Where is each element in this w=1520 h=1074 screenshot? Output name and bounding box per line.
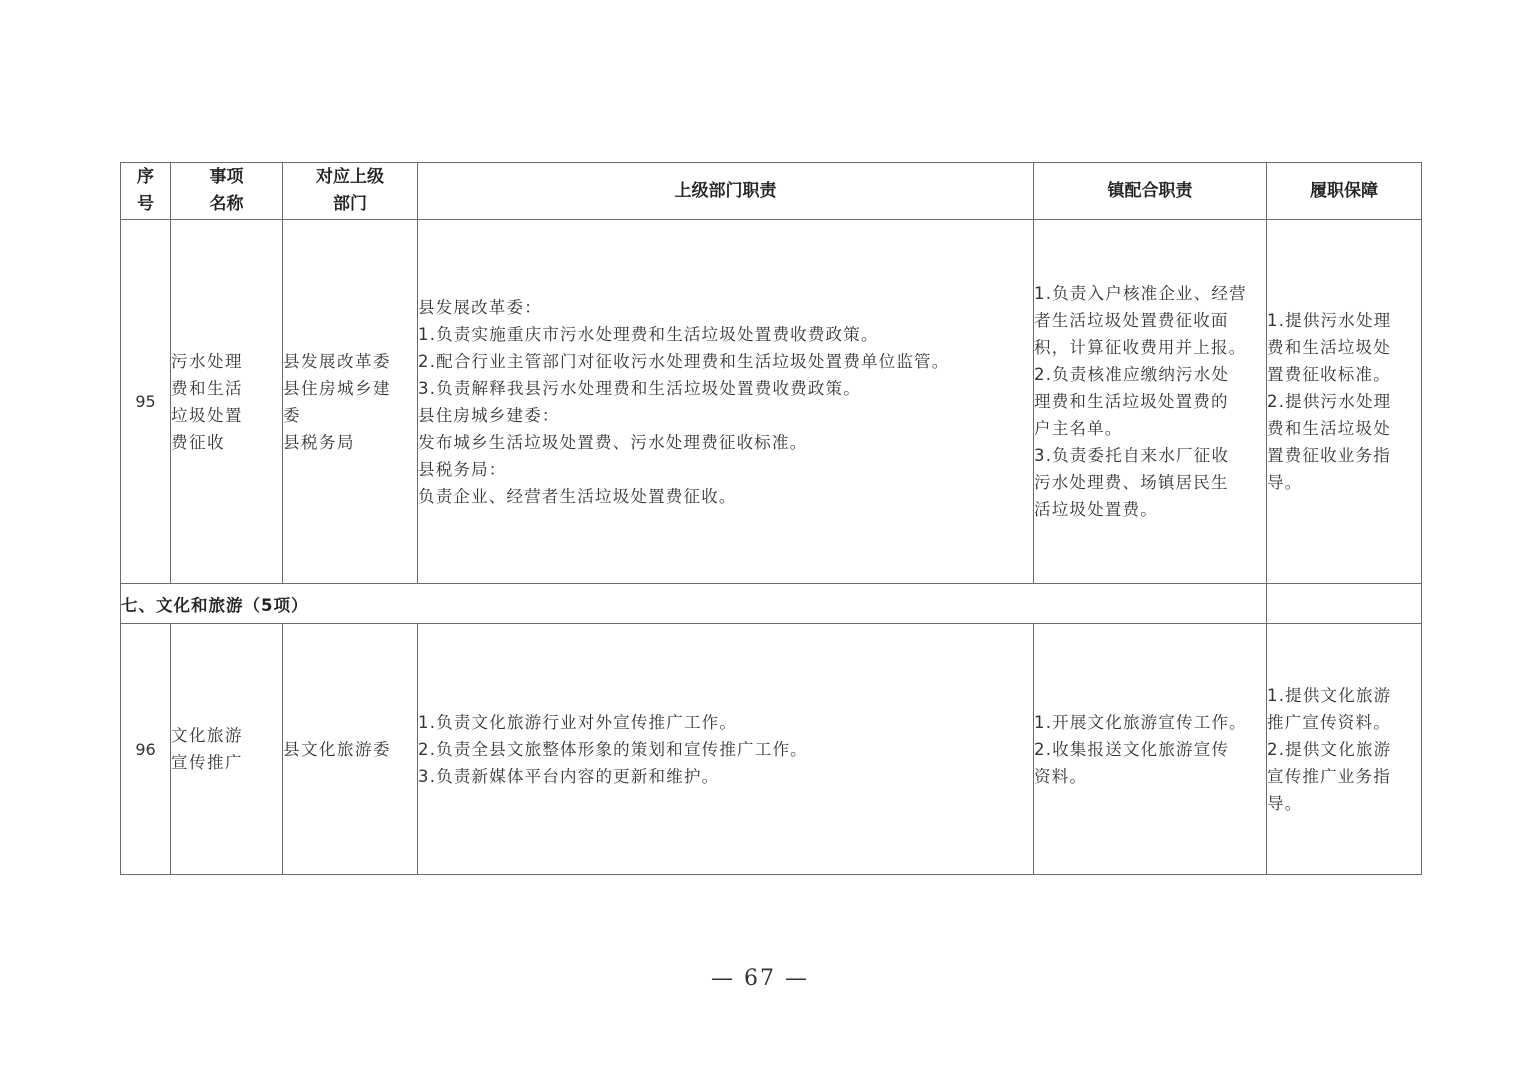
duty-line: 县发展改革委： [418,297,542,317]
coop-line: 资料。 [1034,766,1088,786]
coop-line: 1.开展文化旅游宣传工作。 [1034,712,1247,732]
table-row [121,624,1422,875]
header-name [171,163,283,220]
coop-line: 2.负责核准应缴纳污水处 [1034,365,1230,384]
page-number: — 67 — [711,966,809,991]
guarantee-line: 置费征收标准。 [1267,365,1391,384]
duty-line: 1.负责文化旅游行业对外宣传推广工作。 [418,712,738,732]
guarantee-line: 置费征收业务指 [1267,446,1391,465]
coop-line: 1.负责入户核准企业、经营 [1034,284,1247,303]
dept-line: 县税务局 [283,432,355,452]
guarantee-line: 1.提供文化旅游 [1267,685,1392,705]
header-name-line: 事项 [209,167,244,187]
duty-line: 县税务局： [418,459,507,479]
duty-line: 1.负责实施重庆市污水处理费和生活垃圾处置费收费政策。 [418,324,879,344]
item-name-line: 宣传推广 [171,753,243,772]
dept-line: 委 [283,405,301,425]
header-seq [121,163,171,220]
dept-line: 县住房城乡建 [283,378,391,398]
guarantee-line: 导。 [1267,473,1303,492]
header-dept-line: 部门 [333,194,367,214]
header-seq-line: 序 [137,167,154,187]
item-name-line: 费征收 [171,432,225,452]
header-coop: 镇配合职责 [1034,163,1267,220]
guarantee-line: 费和生活垃圾处 [1267,338,1391,357]
header-guarantee: 履职保障 [1267,163,1422,220]
header-dept-line: 对应上级 [316,167,384,187]
superior-dept [283,220,418,584]
duty-table [120,162,1422,875]
guarantee-line: 费和生活垃圾处 [1267,419,1391,438]
duty-line: 2.负责全县文旅整体形象的策划和宣传推广工作。 [418,739,808,759]
superior-dept [283,624,418,875]
guarantee-line: 推广宣传资料。 [1267,712,1391,732]
duty-line: 2.配合行业主管部门对征收污水处理费和生活垃圾处置费单位监管。 [418,351,950,371]
header-duty: 上级部门职责 [418,163,1034,220]
guarantee-line: 宣传推广业务指 [1267,766,1391,786]
coop-line: 2.收集报送文化旅游宣传 [1034,739,1230,759]
section-empty-cell [1267,584,1422,624]
section-row [121,584,1422,624]
dept-line: 县文化旅游委 [283,739,391,759]
guarantee-line: 导。 [1267,793,1303,813]
table-header-row [121,163,1422,220]
coop-line: 污水处理费、场镇居民生 [1034,473,1229,492]
duty-line: 发布城乡生活垃圾处置费、污水处理费征收标准。 [418,432,808,452]
superior-duty [418,624,1034,875]
coop-line: 活垃圾处置费。 [1034,500,1158,519]
item-name [171,220,283,584]
row-number: 96 [121,624,171,875]
duty-line: 3.负责解释我县污水处理费和生活垃圾处置费收费政策。 [418,378,861,398]
superior-duty [418,220,1034,584]
item-name [171,624,283,875]
guarantee-line: 1.提供污水处理 [1267,311,1392,330]
table-row [121,220,1422,584]
duty-line: 负责企业、经营者生活垃圾处置费征收。 [418,486,737,506]
guarantee-line: 2.提供污水处理 [1267,392,1392,411]
coop-line: 户主名单。 [1034,419,1123,438]
item-name-line: 污水处理 [171,351,243,371]
item-name-line: 垃圾处置 [171,405,243,425]
header-name-line: 名称 [209,194,244,214]
item-name-line: 文化旅游 [171,726,243,745]
performance-guarantee [1267,220,1422,584]
dept-line: 县发展改革委 [283,351,391,371]
duty-line: 3.负责新媒体平台内容的更新和维护。 [418,766,720,786]
header-seq-line: 号 [137,194,154,214]
coop-line: 理费和生活垃圾处置费的 [1034,392,1229,411]
town-coop-duty [1034,220,1267,584]
coop-line: 积，计算征收费用并上报。 [1034,338,1247,357]
item-name-line: 费和生活 [171,378,243,398]
duty-line: 县住房城乡建委： [418,405,560,425]
section-title: 七、文化和旅游（5项） [121,584,1267,624]
coop-line: 3.负责委托自来水厂征收 [1034,446,1230,465]
row-number: 95 [121,220,171,584]
town-coop-duty [1034,624,1267,875]
performance-guarantee [1267,624,1422,875]
header-dept [283,163,418,220]
guarantee-line: 2.提供文化旅游 [1267,739,1392,759]
coop-line: 者生活垃圾处置费征收面 [1034,311,1229,330]
